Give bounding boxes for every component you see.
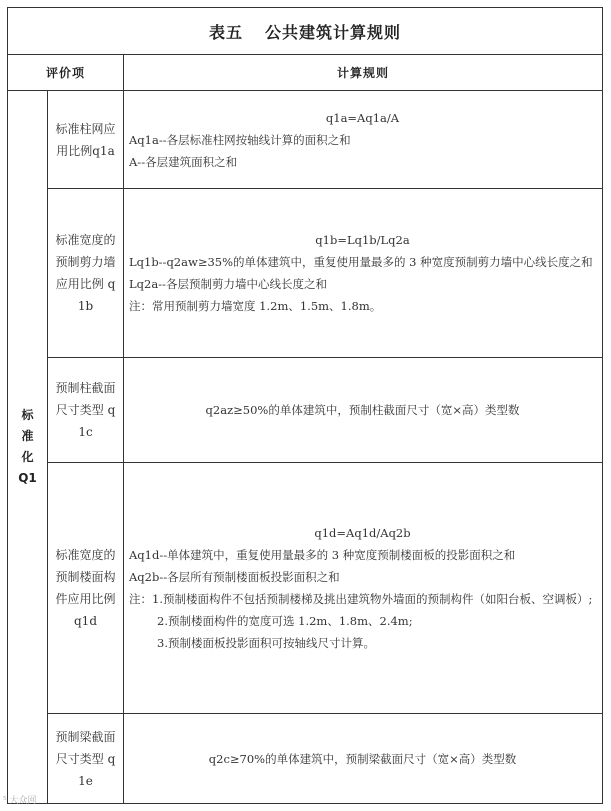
table-row bbox=[48, 714, 602, 803]
item-label: 预制柱截面尺寸类型 q1c bbox=[55, 381, 116, 439]
category-char: 准 bbox=[21, 429, 34, 443]
table-row bbox=[48, 358, 602, 463]
category-cell bbox=[8, 91, 48, 803]
table-row bbox=[48, 91, 602, 189]
rule-line: q2az≥50%的单体建筑中，预制柱截面尺寸（宽×高）类型数 bbox=[205, 403, 520, 417]
table-title bbox=[8, 8, 602, 55]
rule-line: Aq1a--各层标准柱网按轴线计算的面积之和 bbox=[129, 132, 351, 147]
table-row bbox=[48, 463, 602, 714]
category-char: 标 bbox=[21, 408, 34, 422]
rule-note: 3.预制楼面板投影面积可按轴线尺寸计算。 bbox=[157, 636, 375, 650]
header-item: 评价项 bbox=[8, 55, 124, 91]
rule-note: 2.预制楼面构件的宽度可选 1.2m、1.8m、2.4m; bbox=[157, 614, 413, 628]
item-label: 标准柱网应用比例q1a bbox=[55, 121, 116, 158]
title-prefix: 表五 bbox=[208, 22, 243, 42]
item-label: 预制梁截面尺寸类型 q1e bbox=[55, 729, 116, 788]
table-row bbox=[48, 189, 602, 358]
rule-line: Aq2b--各层所有预制楼面板投影面积之和 bbox=[129, 570, 340, 584]
rule-cell bbox=[124, 189, 602, 357]
formula: q1d=Aq1d/Aq2b bbox=[314, 526, 411, 540]
rule-line: Aq1d--单体建筑中，重复使用量最多的 3 种宽度预制楼面板的投影面积之和 bbox=[129, 548, 516, 562]
rule-line: Lq1b--q2aw≥35%的单体建筑中，重复使用量最多的 3 种宽度预制剪力墙中心线长度之和 bbox=[129, 255, 593, 269]
formula: q1a=Aq1a/A bbox=[325, 110, 400, 125]
rule-line: q2c≥70%的单体建筑中，预制梁截面尺寸（宽×高）类型数 bbox=[208, 751, 517, 766]
rule-cell bbox=[124, 358, 602, 462]
rule-note: 注：1.预制楼面构件不包括预制楼梯及挑出建筑物外墙面的预制构件（如阳台板、空调板）; bbox=[129, 592, 593, 606]
rule-cell bbox=[124, 91, 602, 188]
rules-table bbox=[7, 7, 603, 804]
rule-line: Lq2a--各层预制剪力墙中心线长度之和 bbox=[129, 277, 327, 291]
rule-cell bbox=[124, 463, 602, 713]
category-char: 化 bbox=[21, 450, 34, 464]
rule-line: A--各层建筑面积之和 bbox=[129, 154, 238, 169]
item-label: 标准宽度的预制楼面构件应用比例q1d bbox=[55, 548, 116, 628]
header-rule: 计算规则 bbox=[124, 55, 602, 91]
rule-cell bbox=[124, 714, 602, 803]
item-label: 标准宽度的预制剪力墙应用比例 q1b bbox=[55, 233, 116, 313]
formula: q1b=Lq1b/Lq2a bbox=[315, 233, 410, 247]
title-text: 公共建筑计算规则 bbox=[265, 22, 402, 42]
category-char: Q1 bbox=[18, 471, 37, 485]
watermark: ⁵ 大众网 bbox=[3, 796, 37, 806]
rule-note: 注：常用预制剪力墙宽度 1.2m、1.5m、1.8m。 bbox=[129, 299, 382, 313]
